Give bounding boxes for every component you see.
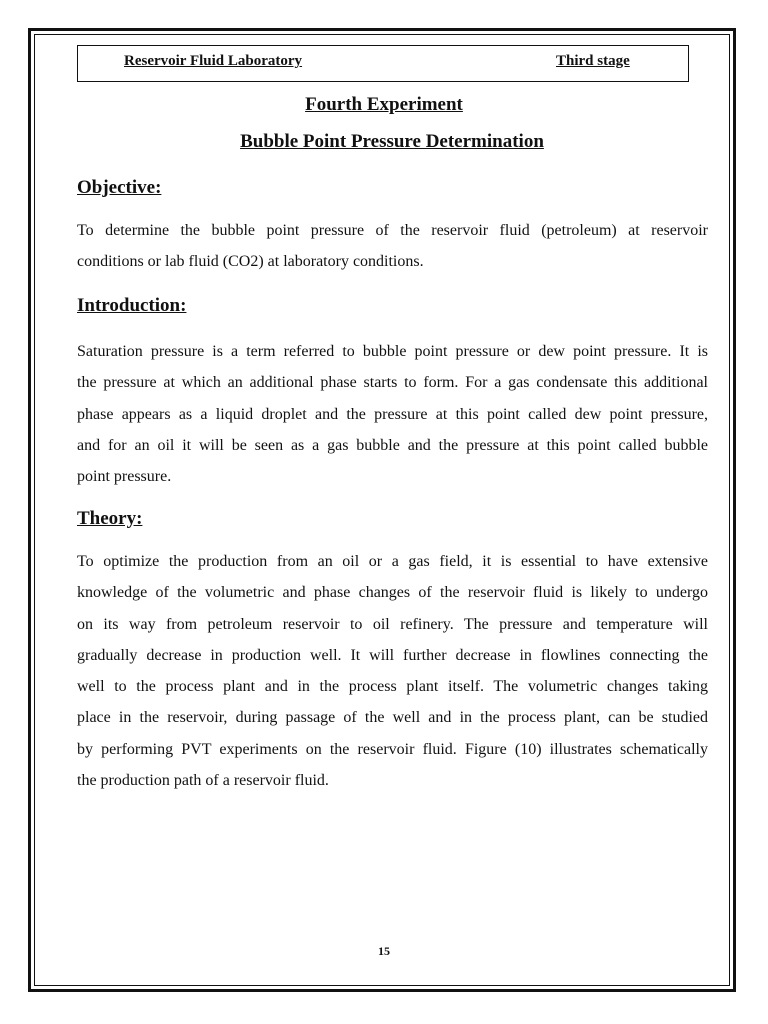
paragraph-line: the production path of a reservoir fluid. <box>77 772 329 790</box>
page-header <box>77 45 689 82</box>
paragraph-line: To determine the bubble point pressure of the reservoir fluid (petroleum) at reservoir <box>77 222 708 239</box>
objective-heading: Objective: <box>77 177 162 198</box>
paragraph-line: place in the reservoir, during passage of the well and in the process plant, can be studied <box>77 709 708 727</box>
introduction-heading: Introduction: <box>77 295 187 316</box>
header-stage: Third stage <box>556 53 630 69</box>
introduction-paragraph <box>77 336 708 492</box>
theory-heading: Theory: <box>77 508 143 529</box>
header-course-title: Reservoir Fluid Laboratory <box>124 53 303 69</box>
paragraph-line: on its way from petroleum reservoir to oil refinery. The pressure and temperature will <box>77 615 708 633</box>
experiment-topic: Bubble Point Pressure Determination <box>240 131 544 152</box>
paragraph-line: conditions or lab fluid (CO2) at laboratory conditions. <box>77 253 424 271</box>
paragraph-line: and for an oil it will be seen as a gas bubble and the pressure at this point called bubble <box>77 436 708 454</box>
paragraph-line: To optimize the production from an oil or a gas field, it is essential to have extensive <box>77 553 708 570</box>
paragraph-line: point pressure. <box>77 468 172 486</box>
paragraph-line: gradually decrease in production well. It will further decrease in flowlines connecting the <box>77 646 708 664</box>
paragraph-line: Saturation pressure is a term referred to bubble point pressure or dew point pressure. It is <box>77 343 708 360</box>
theory-paragraph <box>77 546 708 796</box>
paragraph-line: well to the process plant and in the process plant itself. The volumetric changes taking <box>77 678 708 696</box>
experiment-title: Fourth Experiment <box>305 94 463 115</box>
paragraph-line: the pressure at which an additional phase starts to form. For a gas condensate this additional <box>77 374 708 392</box>
paragraph-line: knowledge of the volumetric and phase changes of the reservoir fluid is likely to undergo <box>77 584 708 602</box>
paragraph-line: by performing PVT experiments on the reservoir fluid. Figure (10) illustrates schematically <box>77 740 708 758</box>
paragraph-line: phase appears as a liquid droplet and the pressure at this point called dew point pressure, <box>77 405 708 423</box>
objective-paragraph <box>77 215 708 278</box>
page-number: 15 <box>378 944 390 958</box>
